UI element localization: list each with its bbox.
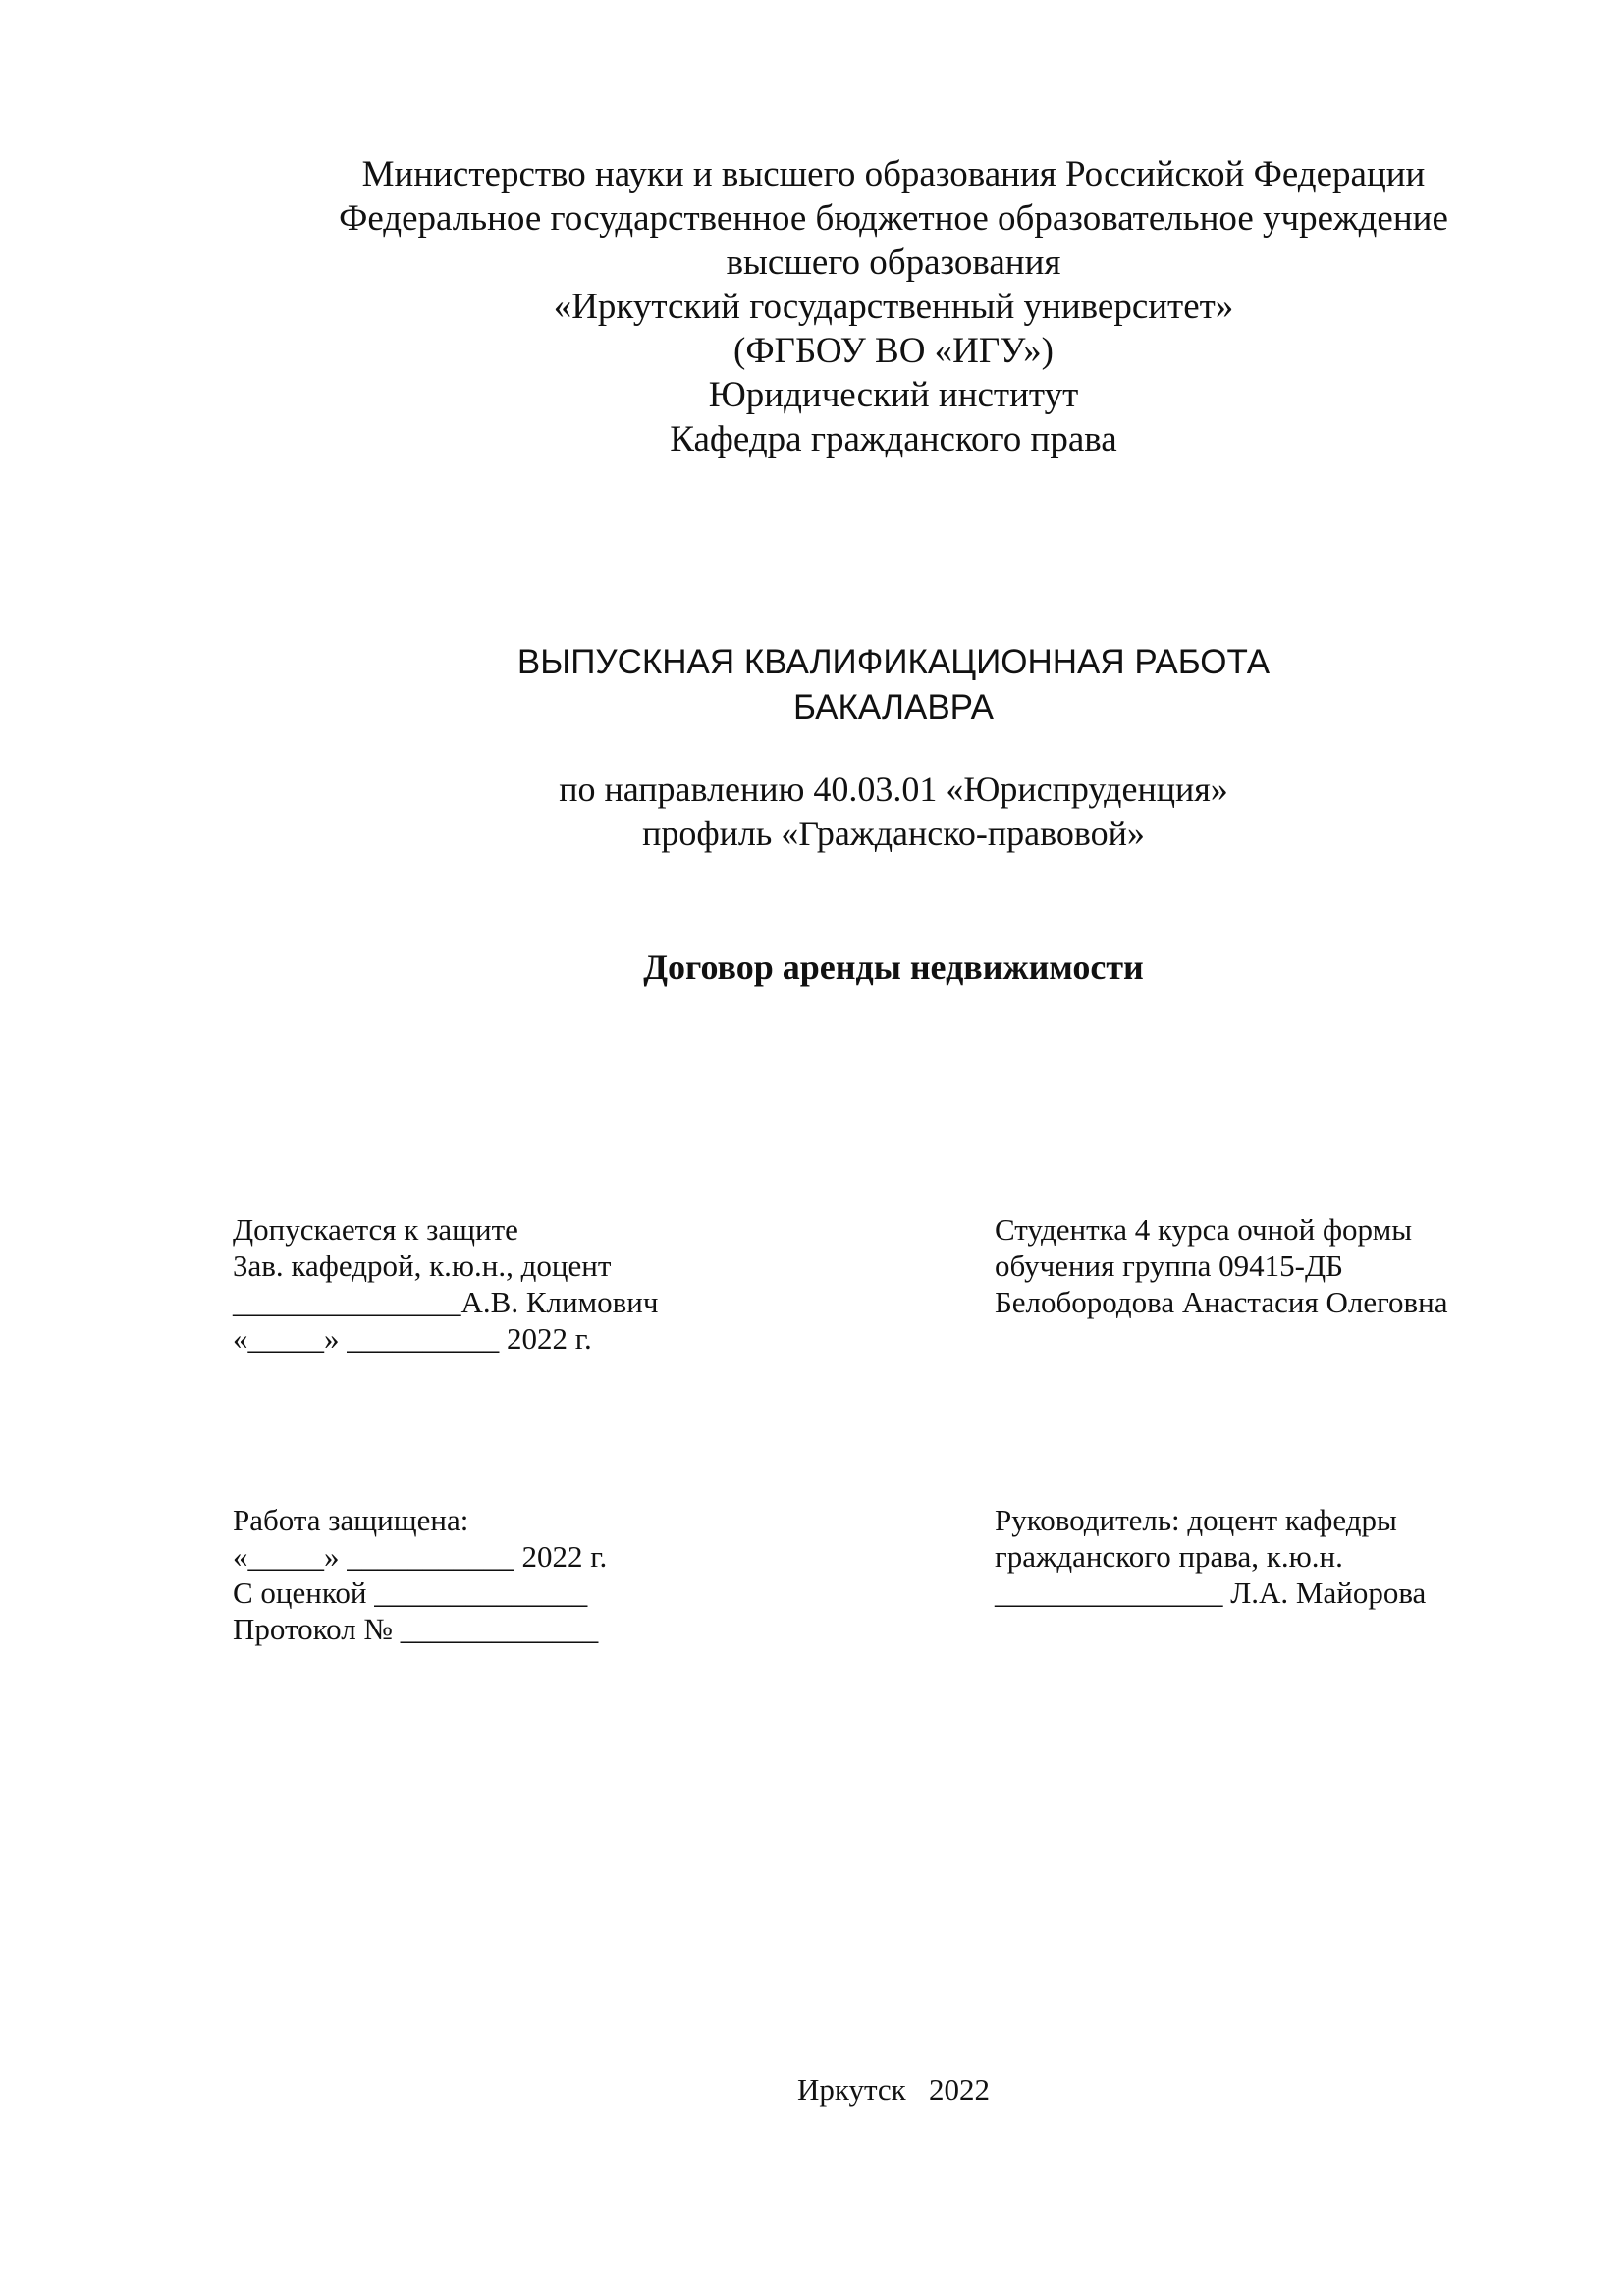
direction-block — [0, 768, 1624, 856]
admission-line-3: _______________А.В. Климович — [233, 1285, 659, 1319]
defense-line-2: «_____» ___________ 2022 г. — [233, 1539, 608, 1574]
supervisor-line-2: гражданского права, к.ю.н. — [995, 1539, 1343, 1574]
admission-line-1: Допускается к защите — [233, 1212, 518, 1247]
university-abbr-line: (ФГБОУ ВО «ИГУ») — [733, 331, 1054, 371]
supervisor-line-1: Руководитель: доцент кафедры — [995, 1503, 1397, 1537]
admission-line-4: «_____» __________ 2022 г. — [233, 1321, 592, 1356]
profile-line: профиль «Гражданско-правовой» — [642, 814, 1145, 853]
student-line-3: Белобородова Анастасия Олеговна — [995, 1285, 1448, 1319]
student-line-1: Студентка 4 курса очной формы — [995, 1212, 1413, 1247]
ministry-line: Министерство науки и высшего образования Российской Федерации — [361, 154, 1426, 194]
institution-header — [0, 152, 1624, 461]
defense-block — [233, 1502, 607, 1647]
department-line: Кафедра гражданского права — [670, 419, 1117, 459]
defense-line-3: С оценкой ______________ — [233, 1575, 588, 1610]
work-type-line-2: БАКАЛАВРА — [792, 688, 995, 726]
university-name-line: «Иркутский государственный университет» — [553, 287, 1234, 327]
work-title: Договор аренды недвижимости — [643, 947, 1144, 987]
direction-line: по направлению 40.03.01 «Юриспруденция» — [559, 770, 1228, 809]
city-year-footer: Иркутск 2022 — [796, 2072, 990, 2107]
supervisor-line-3: _______________ Л.А. Майорова — [995, 1575, 1427, 1610]
admission-block — [233, 1211, 659, 1357]
institution-type-line: Федеральное государственное бюджетное образовательное учреждение — [339, 198, 1448, 239]
work-type-block — [0, 640, 1624, 730]
work-type-line-1: ВЫПУСКНАЯ КВАЛИФИКАЦИОННАЯ РАБОТА — [516, 643, 1271, 681]
supervisor-block — [995, 1502, 1426, 1611]
institute-line: Юридический институт — [708, 375, 1079, 415]
defense-line-4: Протокол № _____________ — [233, 1612, 599, 1646]
defense-line-1: Работа защищена: — [233, 1503, 469, 1537]
student-block — [995, 1211, 1448, 1320]
admission-line-2: Зав. кафедрой, к.ю.н., доцент — [233, 1249, 612, 1283]
student-line-2: обучения группа 09415-ДБ — [995, 1249, 1343, 1283]
education-level-line: высшего образования — [726, 242, 1061, 283]
